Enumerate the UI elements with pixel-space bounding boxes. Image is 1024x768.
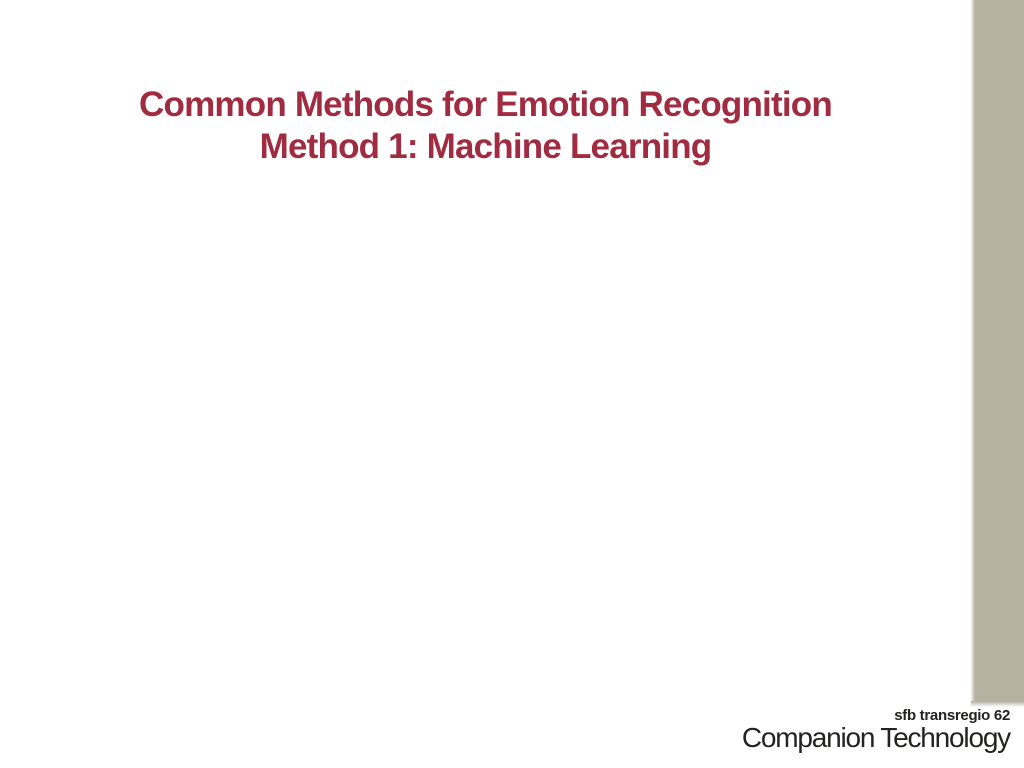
slide-title-line-2: Method 1: Machine Learning (259, 127, 712, 166)
footer-logo-subtitle: sfb transregio 62 (894, 707, 1010, 724)
slide-title (0, 84, 971, 168)
slide-title-line-1: Common Methods for Emotion Recognition (139, 85, 832, 124)
footer-logo-name: Companion Technology (741, 722, 1010, 753)
right-accent-bar (971, 0, 1024, 701)
footer-logo (742, 708, 1010, 752)
